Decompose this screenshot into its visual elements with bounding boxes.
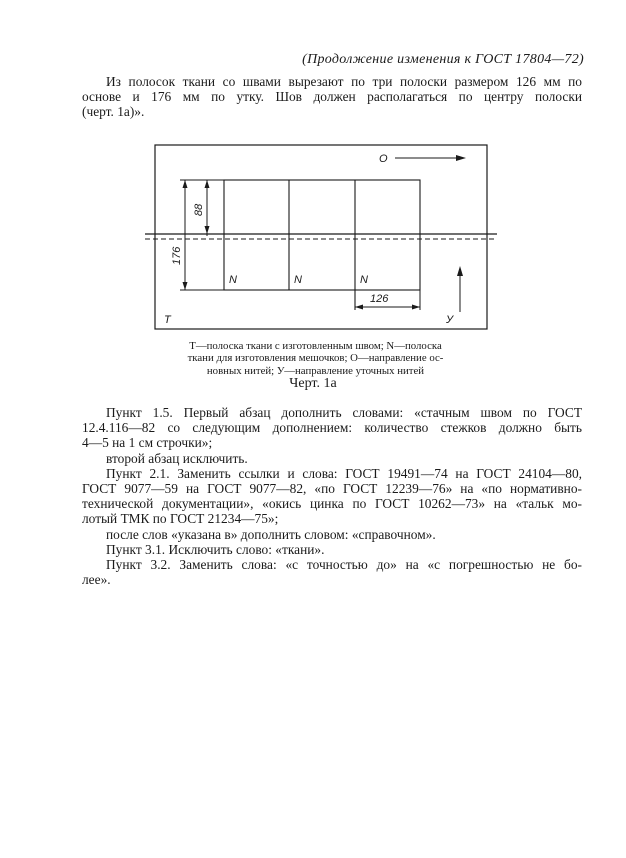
arrowhead [457, 266, 463, 276]
paragraph-line: ГОСТ 9077—59 на ГОСТ 9077—82, «по ГОСТ 12239—76» на «по нормативно- [82, 481, 582, 497]
intro-line: основе и 176 мм по утку. Шов должен располагаться по центру полоски [82, 89, 582, 105]
paragraph-line: после слов «указана в» дополнить словом: «справочном». [106, 526, 436, 542]
figure-title: Черт. 1а [289, 376, 337, 391]
figure-caption [143, 340, 488, 377]
dim-176-label: 176 [171, 246, 183, 265]
paragraph-line: лотый ТМК по ГОСТ 21234—75»; [82, 511, 279, 527]
arrowhead [205, 180, 210, 188]
label-T: Т [164, 314, 171, 326]
page-header: (Продолжение изменения к ГОСТ 17804—72) [302, 52, 584, 67]
body-text [82, 405, 582, 587]
caption-line: новных нитей; У—направление уточных нитей [206, 364, 425, 377]
paragraph-line: 12.4.116—82 со следующим дополнением: количество стежков должно быть [82, 420, 582, 436]
paragraph-line: Пункт 3.1. Исключить слово: «ткани». [106, 541, 325, 557]
strips-grid [224, 180, 420, 290]
arrowhead [412, 305, 420, 310]
dim-88-label: 88 [193, 203, 205, 216]
paragraph-line: Пункт 2.1. Заменить ссылки и слова: ГОСТ 19491—74 на ГОСТ 24104—80, [106, 465, 582, 481]
label-N: N [360, 274, 368, 286]
caption-line: ткани для изготовления мешочков; О—направление ос- [187, 352, 444, 365]
paragraph-line: 4—5 на 1 см строчки»; [82, 435, 213, 451]
label-O: О [379, 153, 388, 165]
paragraph-line: технической документации», «окись цинка по ГОСТ 10262—73» на «тальк мо- [82, 496, 582, 512]
arrowhead [183, 282, 188, 290]
arrowhead [355, 305, 363, 310]
intro-line: (черт. 1а)». [82, 104, 145, 120]
label-Y: У [446, 314, 454, 326]
intro-line: Из полосок ткани со швами вырезают по три полоски размером 126 мм по [106, 74, 582, 89]
arrowhead [456, 155, 466, 161]
paragraph-line: Пункт 3.2. Заменить слова: «с точностью до» на «с погрешностью не бо- [106, 557, 582, 573]
arrowhead [205, 226, 210, 234]
label-N: N [229, 274, 237, 286]
dim-126-label: 126 [370, 293, 389, 305]
caption-line: Т—полоска ткани с изготовленным швом; N—полоска [189, 340, 442, 352]
arrowhead [183, 180, 188, 188]
fabric-frame [155, 145, 487, 329]
paragraph-line: второй абзац исключить. [106, 450, 248, 466]
label-N: N [294, 274, 302, 286]
paragraph-line: Пункт 1.5. Первый абзац дополнить словами: «стачным швом по ГОСТ [106, 405, 582, 420]
paragraph-line: лее». [82, 572, 111, 588]
